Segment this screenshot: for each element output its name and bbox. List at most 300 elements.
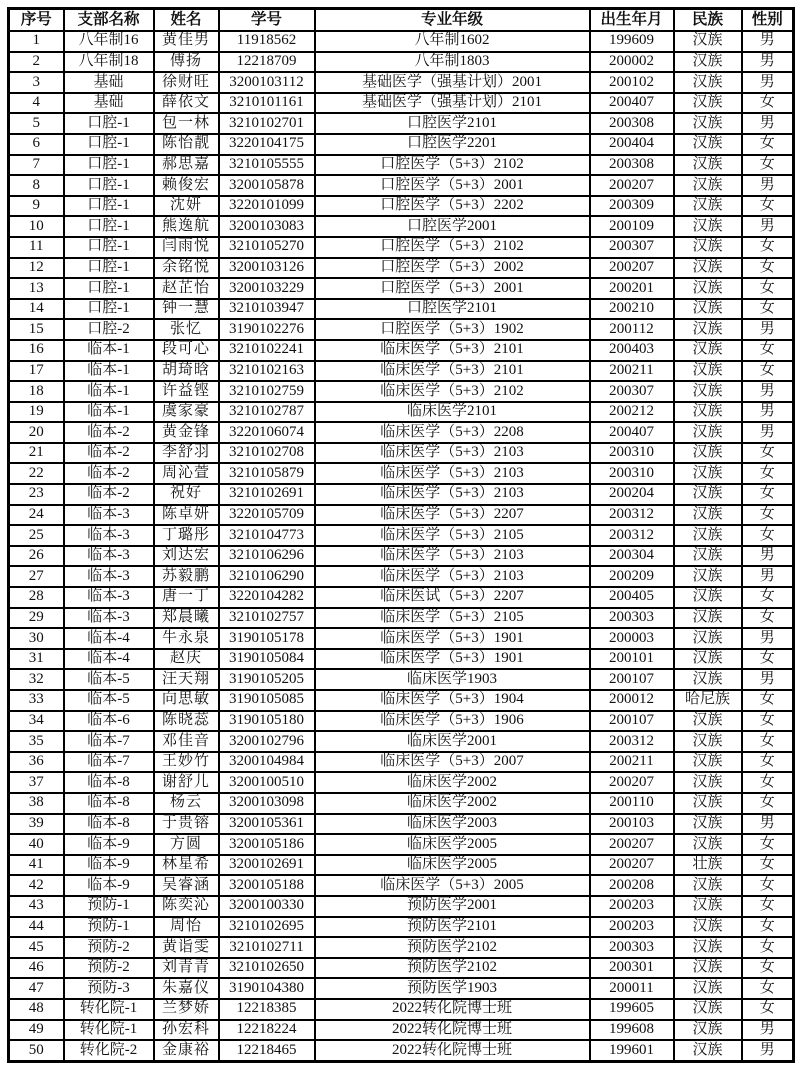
cell-index: 44 xyxy=(9,917,64,938)
cell-birth: 200207 xyxy=(590,258,674,279)
cell-index: 15 xyxy=(9,319,64,340)
cell-student-id: 3210101161 xyxy=(219,93,315,114)
cell-branch: 临本-6 xyxy=(64,711,154,732)
cell-student-id: 12218385 xyxy=(219,999,315,1020)
table-row xyxy=(9,978,794,999)
cell-major: 临床医学（5+3）2103 xyxy=(315,443,590,464)
cell-gender: 女 xyxy=(742,772,794,793)
cell-branch: 预防-2 xyxy=(64,937,154,958)
cell-gender: 女 xyxy=(742,793,794,814)
cell-branch: 八年制16 xyxy=(64,31,154,52)
cell-name: 陈晓蕊 xyxy=(154,711,219,732)
cell-ethnicity: 汉族 xyxy=(674,216,742,237)
table-row xyxy=(9,1040,794,1061)
cell-major: 临床医学（5+3）1901 xyxy=(315,649,590,670)
cell-name: 钟一慧 xyxy=(154,299,219,320)
cell-index: 25 xyxy=(9,525,64,546)
table-row xyxy=(9,649,794,670)
cell-ethnicity: 汉族 xyxy=(674,402,742,423)
cell-gender: 女 xyxy=(742,299,794,320)
cell-gender: 女 xyxy=(742,134,794,155)
cell-gender: 男 xyxy=(742,381,794,402)
cell-major: 预防医学2001 xyxy=(315,896,590,917)
cell-name: 牛永泉 xyxy=(154,628,219,649)
cell-birth: 200404 xyxy=(590,134,674,155)
cell-branch: 基础 xyxy=(64,72,154,93)
cell-birth: 200310 xyxy=(590,443,674,464)
cell-birth: 200304 xyxy=(590,546,674,567)
cell-student-id: 3200103098 xyxy=(219,793,315,814)
cell-branch: 临本-8 xyxy=(64,793,154,814)
table-row xyxy=(9,216,794,237)
cell-name: 吴睿涵 xyxy=(154,875,219,896)
table-header xyxy=(9,9,794,32)
cell-index: 4 xyxy=(9,93,64,114)
cell-ethnicity: 汉族 xyxy=(674,875,742,896)
cell-birth: 200310 xyxy=(590,463,674,484)
cell-ethnicity: 汉族 xyxy=(674,978,742,999)
cell-ethnicity: 汉族 xyxy=(674,319,742,340)
cell-name: 张忆 xyxy=(154,319,219,340)
cell-ethnicity: 汉族 xyxy=(674,258,742,279)
table-row xyxy=(9,731,794,752)
cell-ethnicity: 哈尼族 xyxy=(674,690,742,711)
cell-index: 9 xyxy=(9,196,64,217)
cell-branch: 口腔-1 xyxy=(64,258,154,279)
cell-student-id: 3210102241 xyxy=(219,340,315,361)
cell-ethnicity: 汉族 xyxy=(674,196,742,217)
cell-branch: 预防-3 xyxy=(64,978,154,999)
cell-ethnicity: 汉族 xyxy=(674,113,742,134)
cell-student-id: 3190102276 xyxy=(219,319,315,340)
cell-branch: 临本-8 xyxy=(64,772,154,793)
cell-major: 临床医学（5+3）2005 xyxy=(315,875,590,896)
cell-major: 八年制1803 xyxy=(315,52,590,73)
cell-gender: 女 xyxy=(742,834,794,855)
table-row xyxy=(9,134,794,155)
cell-gender: 男 xyxy=(742,52,794,73)
cell-major: 临床医学（5+3）2207 xyxy=(315,505,590,526)
cell-birth: 200405 xyxy=(590,587,674,608)
table-row xyxy=(9,958,794,979)
cell-student-id: 3200103112 xyxy=(219,72,315,93)
cell-name: 唐一丁 xyxy=(154,587,219,608)
cell-student-id: 3190105085 xyxy=(219,690,315,711)
cell-ethnicity: 汉族 xyxy=(674,711,742,732)
cell-ethnicity: 汉族 xyxy=(674,587,742,608)
cell-name: 于贵镕 xyxy=(154,814,219,835)
cell-branch: 临本-9 xyxy=(64,875,154,896)
cell-branch: 临本-3 xyxy=(64,587,154,608)
cell-gender: 女 xyxy=(742,731,794,752)
cell-gender: 女 xyxy=(742,258,794,279)
cell-index: 24 xyxy=(9,505,64,526)
cell-major: 预防医学2102 xyxy=(315,958,590,979)
cell-branch: 临本-7 xyxy=(64,731,154,752)
table-row xyxy=(9,628,794,649)
cell-major: 临床医学（5+3）1901 xyxy=(315,628,590,649)
cell-branch: 临本-2 xyxy=(64,443,154,464)
table-row xyxy=(9,402,794,423)
cell-branch: 临本-1 xyxy=(64,402,154,423)
cell-gender: 男 xyxy=(742,1020,794,1041)
cell-gender: 男 xyxy=(742,319,794,340)
cell-student-id: 3200100510 xyxy=(219,772,315,793)
cell-birth: 200101 xyxy=(590,649,674,670)
column-header-name: 姓名 xyxy=(154,9,219,32)
cell-major: 口腔医学2001 xyxy=(315,216,590,237)
cell-student-id: 3210104773 xyxy=(219,525,315,546)
cell-index: 13 xyxy=(9,278,64,299)
cell-ethnicity: 汉族 xyxy=(674,649,742,670)
cell-gender: 女 xyxy=(742,484,794,505)
cell-name: 兰梦娇 xyxy=(154,999,219,1020)
cell-branch: 临本-3 xyxy=(64,566,154,587)
cell-gender: 女 xyxy=(742,525,794,546)
cell-student-id: 3210105879 xyxy=(219,463,315,484)
column-header-birth: 出生年月 xyxy=(590,9,674,32)
cell-major: 临床医学（5+3）2102 xyxy=(315,381,590,402)
cell-student-id: 12218465 xyxy=(219,1040,315,1061)
cell-birth: 200303 xyxy=(590,608,674,629)
cell-branch: 临本-4 xyxy=(64,628,154,649)
table-body xyxy=(9,31,794,1061)
cell-birth: 200002 xyxy=(590,52,674,73)
cell-major: 临床医学（5+3）2105 xyxy=(315,525,590,546)
cell-name: 黄佳男 xyxy=(154,31,219,52)
cell-name: 傅扬 xyxy=(154,52,219,73)
cell-index: 16 xyxy=(9,340,64,361)
cell-birth: 200403 xyxy=(590,340,674,361)
cell-branch: 临本-2 xyxy=(64,484,154,505)
cell-index: 41 xyxy=(9,855,64,876)
cell-branch: 临本-1 xyxy=(64,340,154,361)
cell-birth: 200307 xyxy=(590,237,674,258)
cell-ethnicity: 汉族 xyxy=(674,958,742,979)
cell-branch: 口腔-1 xyxy=(64,216,154,237)
cell-index: 33 xyxy=(9,690,64,711)
cell-index: 50 xyxy=(9,1040,64,1061)
cell-ethnicity: 汉族 xyxy=(674,566,742,587)
table-row xyxy=(9,340,794,361)
cell-student-id: 3200105186 xyxy=(219,834,315,855)
cell-branch: 临本-1 xyxy=(64,381,154,402)
cell-major: 临床医学（5+3）2007 xyxy=(315,752,590,773)
table-row xyxy=(9,525,794,546)
cell-name: 向思敏 xyxy=(154,690,219,711)
cell-index: 31 xyxy=(9,649,64,670)
cell-major: 预防医学2102 xyxy=(315,937,590,958)
cell-birth: 200308 xyxy=(590,155,674,176)
cell-birth: 200312 xyxy=(590,731,674,752)
cell-ethnicity: 汉族 xyxy=(674,669,742,690)
table-row xyxy=(9,772,794,793)
cell-gender: 女 xyxy=(742,587,794,608)
cell-ethnicity: 汉族 xyxy=(674,896,742,917)
cell-gender: 女 xyxy=(742,278,794,299)
cell-branch: 口腔-1 xyxy=(64,237,154,258)
student-roster-table xyxy=(7,7,795,1063)
cell-gender: 女 xyxy=(742,93,794,114)
cell-ethnicity: 汉族 xyxy=(674,628,742,649)
table-row xyxy=(9,505,794,526)
cell-gender: 女 xyxy=(742,155,794,176)
cell-gender: 女 xyxy=(742,896,794,917)
cell-student-id: 12218709 xyxy=(219,52,315,73)
table-row xyxy=(9,669,794,690)
cell-ethnicity: 汉族 xyxy=(674,772,742,793)
cell-major: 预防医学1903 xyxy=(315,978,590,999)
cell-branch: 临本-9 xyxy=(64,834,154,855)
cell-student-id: 3190105205 xyxy=(219,669,315,690)
cell-index: 40 xyxy=(9,834,64,855)
cell-branch: 临本-5 xyxy=(64,669,154,690)
cell-name: 闫雨悦 xyxy=(154,237,219,258)
table-row xyxy=(9,587,794,608)
cell-gender: 女 xyxy=(742,711,794,732)
table-row xyxy=(9,793,794,814)
cell-ethnicity: 汉族 xyxy=(674,505,742,526)
cell-student-id: 3210102691 xyxy=(219,484,315,505)
cell-ethnicity: 汉族 xyxy=(674,422,742,443)
cell-branch: 临本-3 xyxy=(64,608,154,629)
cell-major: 预防医学2101 xyxy=(315,917,590,938)
cell-index: 45 xyxy=(9,937,64,958)
cell-gender: 女 xyxy=(742,999,794,1020)
cell-branch: 预防-1 xyxy=(64,896,154,917)
cell-name: 陈奕沁 xyxy=(154,896,219,917)
cell-name: 黄诣雯 xyxy=(154,937,219,958)
cell-ethnicity: 汉族 xyxy=(674,31,742,52)
cell-branch: 口腔-1 xyxy=(64,155,154,176)
cell-birth: 199608 xyxy=(590,1020,674,1041)
table-row xyxy=(9,278,794,299)
cell-major: 基础医学（强基计划）2001 xyxy=(315,72,590,93)
cell-index: 46 xyxy=(9,958,64,979)
cell-branch: 临本-8 xyxy=(64,814,154,835)
cell-birth: 200208 xyxy=(590,875,674,896)
cell-index: 14 xyxy=(9,299,64,320)
cell-birth: 200110 xyxy=(590,793,674,814)
cell-index: 36 xyxy=(9,752,64,773)
cell-ethnicity: 汉族 xyxy=(674,72,742,93)
cell-student-id: 3210102695 xyxy=(219,917,315,938)
cell-name: 陈卓妍 xyxy=(154,505,219,526)
cell-name: 祝好 xyxy=(154,484,219,505)
cell-ethnicity: 汉族 xyxy=(674,155,742,176)
cell-name: 沈妍 xyxy=(154,196,219,217)
cell-name: 杨云 xyxy=(154,793,219,814)
cell-branch: 临本-2 xyxy=(64,422,154,443)
cell-name: 王妙竹 xyxy=(154,752,219,773)
cell-major: 口腔医学（5+3）2202 xyxy=(315,196,590,217)
cell-index: 7 xyxy=(9,155,64,176)
cell-ethnicity: 汉族 xyxy=(674,1040,742,1061)
cell-name: 余铭悦 xyxy=(154,258,219,279)
cell-name: 刘青青 xyxy=(154,958,219,979)
cell-major: 基础医学（强基计划）2101 xyxy=(315,93,590,114)
cell-birth: 200012 xyxy=(590,690,674,711)
cell-name: 许益铿 xyxy=(154,381,219,402)
cell-name: 林星希 xyxy=(154,855,219,876)
cell-ethnicity: 汉族 xyxy=(674,134,742,155)
cell-birth: 200107 xyxy=(590,711,674,732)
cell-student-id: 3210103947 xyxy=(219,299,315,320)
cell-student-id: 3200105878 xyxy=(219,175,315,196)
cell-index: 18 xyxy=(9,381,64,402)
cell-gender: 女 xyxy=(742,361,794,382)
cell-ethnicity: 汉族 xyxy=(674,175,742,196)
cell-major: 临床医学（5+3）2103 xyxy=(315,463,590,484)
cell-gender: 女 xyxy=(742,978,794,999)
cell-student-id: 3200105361 xyxy=(219,814,315,835)
cell-name: 朱嘉仪 xyxy=(154,978,219,999)
table-row xyxy=(9,31,794,52)
cell-name: 郑晨曦 xyxy=(154,608,219,629)
cell-student-id: 3200102691 xyxy=(219,855,315,876)
cell-student-id: 3200100330 xyxy=(219,896,315,917)
table-row xyxy=(9,361,794,382)
cell-major: 口腔医学（5+3）2001 xyxy=(315,175,590,196)
cell-index: 29 xyxy=(9,608,64,629)
cell-gender: 男 xyxy=(742,546,794,567)
cell-gender: 女 xyxy=(742,649,794,670)
cell-major: 口腔医学（5+3）2102 xyxy=(315,155,590,176)
cell-branch: 临本-3 xyxy=(64,546,154,567)
cell-branch: 口腔-1 xyxy=(64,196,154,217)
cell-student-id: 3210102650 xyxy=(219,958,315,979)
column-header-index: 序号 xyxy=(9,9,64,32)
cell-branch: 八年制18 xyxy=(64,52,154,73)
cell-name: 周怡 xyxy=(154,917,219,938)
cell-index: 17 xyxy=(9,361,64,382)
cell-student-id: 3210106296 xyxy=(219,546,315,567)
cell-gender: 女 xyxy=(742,875,794,896)
cell-index: 37 xyxy=(9,772,64,793)
cell-birth: 200309 xyxy=(590,196,674,217)
table-row xyxy=(9,113,794,134)
cell-ethnicity: 汉族 xyxy=(674,814,742,835)
cell-student-id: 3200102796 xyxy=(219,731,315,752)
cell-index: 21 xyxy=(9,443,64,464)
cell-student-id: 11918562 xyxy=(219,31,315,52)
cell-major: 临床医学2005 xyxy=(315,834,590,855)
cell-ethnicity: 汉族 xyxy=(674,484,742,505)
cell-major: 口腔医学（5+3）2001 xyxy=(315,278,590,299)
cell-name: 黄金锋 xyxy=(154,422,219,443)
cell-major: 临床医试（5+3）2207 xyxy=(315,587,590,608)
cell-index: 5 xyxy=(9,113,64,134)
table-row xyxy=(9,917,794,938)
cell-birth: 200303 xyxy=(590,937,674,958)
cell-gender: 女 xyxy=(742,340,794,361)
cell-major: 临床医学2002 xyxy=(315,793,590,814)
cell-index: 47 xyxy=(9,978,64,999)
table-row xyxy=(9,608,794,629)
cell-student-id: 3210106290 xyxy=(219,566,315,587)
cell-ethnicity: 汉族 xyxy=(674,525,742,546)
cell-gender: 男 xyxy=(742,216,794,237)
cell-name: 包一林 xyxy=(154,113,219,134)
cell-birth: 200112 xyxy=(590,319,674,340)
cell-major: 临床医学2101 xyxy=(315,402,590,423)
cell-name: 郝思嘉 xyxy=(154,155,219,176)
cell-major: 临床医学1903 xyxy=(315,669,590,690)
cell-major: 临床医学（5+3）2103 xyxy=(315,546,590,567)
cell-major: 临床医学（5+3）2101 xyxy=(315,361,590,382)
cell-gender: 男 xyxy=(742,175,794,196)
cell-major: 临床医学（5+3）2208 xyxy=(315,422,590,443)
cell-student-id: 3200104984 xyxy=(219,752,315,773)
cell-gender: 女 xyxy=(742,196,794,217)
cell-birth: 199609 xyxy=(590,31,674,52)
cell-ethnicity: 汉族 xyxy=(674,299,742,320)
cell-birth: 200207 xyxy=(590,834,674,855)
column-header-major: 专业年级 xyxy=(315,9,590,32)
cell-index: 10 xyxy=(9,216,64,237)
cell-branch: 临本-2 xyxy=(64,463,154,484)
cell-major: 临床医学2001 xyxy=(315,731,590,752)
cell-birth: 200308 xyxy=(590,113,674,134)
cell-major: 2022转化院博士班 xyxy=(315,1020,590,1041)
table-row xyxy=(9,484,794,505)
cell-ethnicity: 汉族 xyxy=(674,463,742,484)
cell-branch: 基础 xyxy=(64,93,154,114)
cell-ethnicity: 汉族 xyxy=(674,361,742,382)
cell-gender: 男 xyxy=(742,31,794,52)
cell-student-id: 12218224 xyxy=(219,1020,315,1041)
table-row xyxy=(9,381,794,402)
cell-name: 赖俊宏 xyxy=(154,175,219,196)
cell-index: 11 xyxy=(9,237,64,258)
cell-branch: 转化院-1 xyxy=(64,1020,154,1041)
table-row xyxy=(9,443,794,464)
cell-major: 临床医学2003 xyxy=(315,814,590,835)
cell-index: 48 xyxy=(9,999,64,1020)
cell-branch: 预防-2 xyxy=(64,958,154,979)
cell-index: 30 xyxy=(9,628,64,649)
cell-name: 刘达宏 xyxy=(154,546,219,567)
cell-name: 赵庆 xyxy=(154,649,219,670)
cell-name: 周沁萱 xyxy=(154,463,219,484)
cell-major: 口腔医学2101 xyxy=(315,113,590,134)
cell-birth: 200103 xyxy=(590,814,674,835)
cell-ethnicity: 汉族 xyxy=(674,52,742,73)
cell-ethnicity: 汉族 xyxy=(674,1020,742,1041)
cell-gender: 男 xyxy=(742,1040,794,1061)
cell-ethnicity: 汉族 xyxy=(674,793,742,814)
cell-index: 2 xyxy=(9,52,64,73)
table-row xyxy=(9,463,794,484)
cell-branch: 口腔-2 xyxy=(64,319,154,340)
cell-gender: 女 xyxy=(742,958,794,979)
cell-student-id: 3190105180 xyxy=(219,711,315,732)
cell-student-id: 3200103083 xyxy=(219,216,315,237)
cell-branch: 临本-4 xyxy=(64,649,154,670)
table-row xyxy=(9,834,794,855)
cell-gender: 男 xyxy=(742,628,794,649)
cell-index: 1 xyxy=(9,31,64,52)
cell-birth: 200211 xyxy=(590,361,674,382)
cell-major: 临床医学（5+3）2105 xyxy=(315,608,590,629)
table-row xyxy=(9,72,794,93)
cell-index: 8 xyxy=(9,175,64,196)
cell-student-id: 3220105709 xyxy=(219,505,315,526)
cell-birth: 200301 xyxy=(590,958,674,979)
cell-index: 27 xyxy=(9,566,64,587)
cell-gender: 女 xyxy=(742,937,794,958)
cell-birth: 200207 xyxy=(590,855,674,876)
